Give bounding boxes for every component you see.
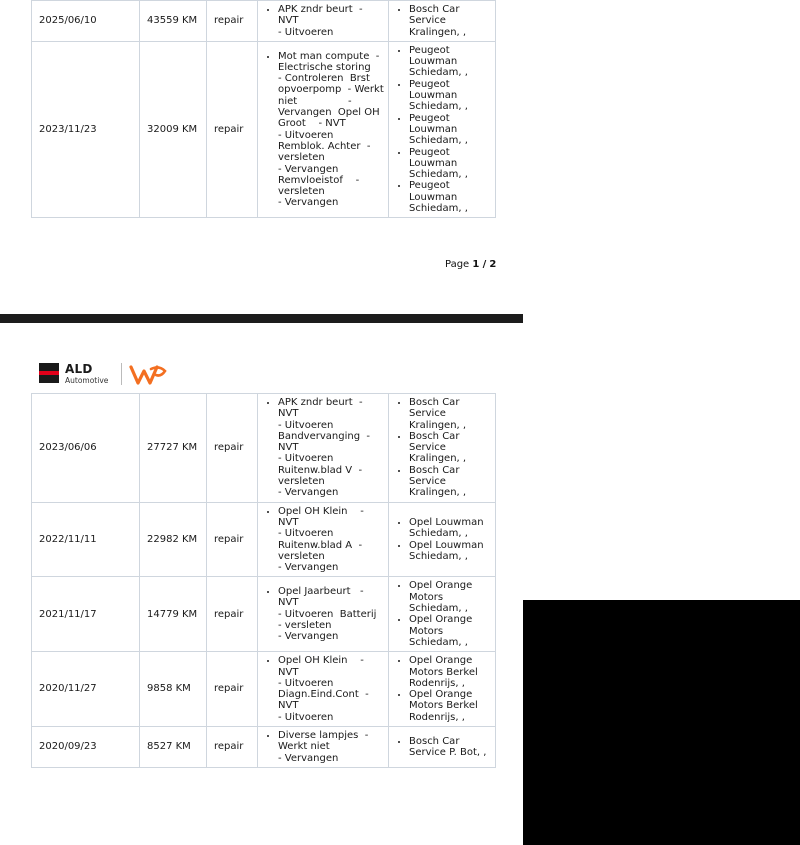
type-cell: repair — [207, 577, 258, 652]
ald-logo-name: ALD — [65, 362, 93, 376]
ald-automotive-logo — [39, 363, 179, 387]
date-cell: 2020/09/23 — [32, 727, 140, 768]
supplier-item: • Peugeot Louwman Schiedam, , — [409, 79, 491, 113]
date-cell: 2021/11/17 — [32, 577, 140, 652]
work-item: • Opel Jaarbeurt - NVT - Uitvoeren Batterij - versleten - Vervangen — [278, 586, 384, 642]
supplier-item: • Opel Orange Motors Berkel Rodenrijs, , — [409, 655, 491, 689]
redaction-block — [523, 600, 800, 845]
page-separator: / — [482, 259, 487, 270]
table-row — [32, 41, 496, 217]
description-cell — [258, 652, 389, 727]
supplier-item: • Peugeot Louwman Schiedam, , — [409, 180, 491, 214]
description-cell — [258, 727, 389, 768]
work-item: • APK zndr beurt - NVT - Uitvoeren Bandvervanging - NVT - Uitvoeren Ruitenw.blad V - versleten - Vervangen — [278, 397, 384, 499]
mileage-cell: 27727 KM — [140, 394, 207, 503]
supplier-item: • Bosch Car Service Kralingen, , — [409, 431, 491, 465]
ald-logo-square — [39, 363, 59, 383]
logo-separator — [121, 363, 122, 385]
brand-mark-icon — [129, 363, 169, 387]
supplier-cell — [389, 577, 496, 652]
date-cell: 2023/11/23 — [32, 41, 140, 217]
type-cell: repair — [207, 394, 258, 503]
type-cell: repair — [207, 1, 258, 42]
supplier-item: • Bosch Car Service Kralingen, , — [409, 4, 491, 38]
supplier-cell — [389, 394, 496, 503]
mileage-cell: 8527 KM — [140, 727, 207, 768]
maintenance-table-page1 — [31, 0, 496, 218]
work-item: • Mot man compute - Electrische storing - Controleren Brst opvoerpomp - Werkt niet - Vervangen Opel OH Groot - NVT - Uitvoeren Remblok. Achter - versleten - Vervangen Remvloeistof - versleten - Vervangen — [278, 51, 384, 209]
supplier-item: • Bosch Car Service Kralingen, , — [409, 397, 491, 431]
page-total: 2 — [489, 259, 497, 270]
page-divider — [0, 314, 523, 323]
page-current: 1 — [472, 259, 480, 270]
date-cell: 2023/06/06 — [32, 394, 140, 503]
supplier-item: • Peugeot Louwman Schiedam, , — [409, 45, 491, 79]
supplier-cell — [389, 652, 496, 727]
table-row — [32, 1, 496, 42]
supplier-cell — [389, 41, 496, 217]
type-cell: repair — [207, 41, 258, 217]
page-number — [445, 259, 496, 270]
supplier-item: • Opel Orange Motors Berkel Rodenrijs, , — [409, 689, 491, 723]
supplier-item: • Bosch Car Service P. Bot, , — [409, 736, 491, 759]
type-cell: repair — [207, 502, 258, 577]
page-label: Page — [445, 259, 470, 270]
supplier-item: • Opel Orange Motors Schiedam, , — [409, 580, 491, 614]
date-cell: 2025/06/10 — [32, 1, 140, 42]
work-item: • Opel OH Klein - NVT - Uitvoeren Diagn.Eind.Cont - NVT - Uitvoeren — [278, 655, 384, 723]
work-item: • Opel OH Klein - NVT - Uitvoeren Ruitenw.blad A - versleten - Vervangen — [278, 506, 384, 574]
date-cell: 2022/11/11 — [32, 502, 140, 577]
work-item: • Diverse lampjes - Werkt niet - Vervangen — [278, 730, 384, 764]
supplier-item: • Bosch Car Service Kralingen, , — [409, 465, 491, 499]
mileage-cell: 9858 KM — [140, 652, 207, 727]
description-cell — [258, 394, 389, 503]
maintenance-table-page2 — [31, 393, 496, 768]
description-cell — [258, 1, 389, 42]
supplier-item: • Peugeot Louwman Schiedam, , — [409, 147, 491, 181]
table-row — [32, 394, 496, 503]
supplier-item: • Opel Louwman Schiedam, , — [409, 517, 491, 540]
description-cell — [258, 502, 389, 577]
supplier-cell — [389, 1, 496, 42]
work-item: • APK zndr beurt - NVT - Uitvoeren — [278, 4, 384, 38]
supplier-item: • Opel Louwman Schiedam, , — [409, 540, 491, 563]
supplier-cell — [389, 502, 496, 577]
supplier-cell — [389, 727, 496, 768]
ald-logo-sub: Automotive — [65, 376, 109, 385]
table-row — [32, 652, 496, 727]
supplier-item: • Peugeot Louwman Schiedam, , — [409, 113, 491, 147]
mileage-cell: 22982 KM — [140, 502, 207, 577]
supplier-item: • Opel Orange Motors Schiedam, , — [409, 614, 491, 648]
mileage-cell: 14779 KM — [140, 577, 207, 652]
table-row — [32, 502, 496, 577]
date-cell: 2020/11/27 — [32, 652, 140, 727]
type-cell: repair — [207, 652, 258, 727]
type-cell: repair — [207, 727, 258, 768]
mileage-cell: 43559 KM — [140, 1, 207, 42]
table-row — [32, 727, 496, 768]
description-cell — [258, 577, 389, 652]
description-cell — [258, 41, 389, 217]
mileage-cell: 32009 KM — [140, 41, 207, 217]
table-row — [32, 577, 496, 652]
